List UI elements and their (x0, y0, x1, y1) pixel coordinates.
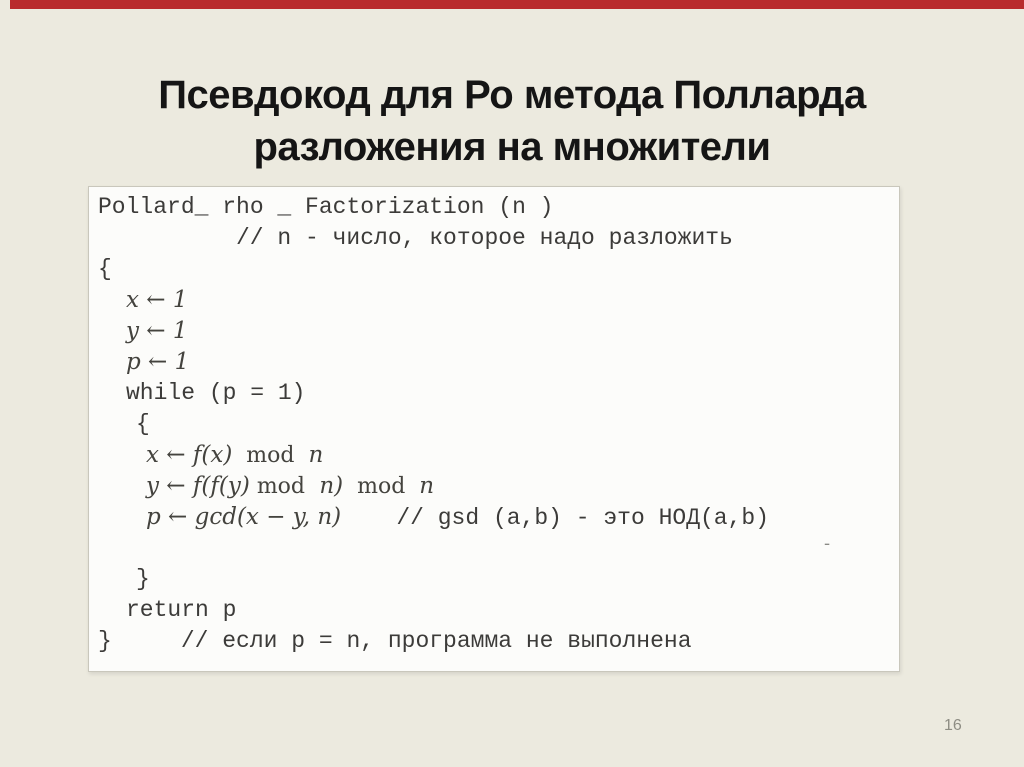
slide-title-line-1: Псевдокод для Ро метода Полларда (158, 72, 866, 117)
code-segment: while (p = 1) (126, 380, 306, 406)
code-segment: { (136, 411, 150, 437)
slide-title (0, 69, 1024, 173)
code-line (97, 347, 891, 378)
code-segment: n) (312, 473, 344, 499)
code-segment: y ← 1 (126, 318, 188, 344)
code-segment: n (419, 473, 435, 499)
code-line (97, 502, 891, 533)
code-line (97, 223, 891, 254)
code-segment: y ← f(f(y) (146, 473, 250, 499)
code-segment: { (98, 256, 112, 282)
code-segment: mod (343, 474, 420, 499)
slide-title-line-2: разложения на множители (253, 124, 771, 169)
page-number: 16 (944, 717, 962, 734)
code-line (97, 316, 891, 347)
code-line (97, 595, 891, 626)
code-segment: n (308, 442, 324, 468)
code-line (97, 285, 891, 316)
code-segment: } (136, 566, 150, 592)
code-segment: mod (249, 474, 313, 499)
code-segment: return p (126, 597, 237, 623)
code-segment: // n - число, которое надо разложить (236, 225, 733, 251)
code-line (97, 533, 891, 564)
pseudocode-panel (88, 186, 900, 672)
code-segment: p ← gcd(x − y, n) (146, 504, 342, 530)
code-segment: x ← f(x) (146, 442, 233, 468)
code-line (97, 471, 891, 502)
code-line (97, 564, 891, 595)
code-line (97, 409, 891, 440)
code-segment: Pollard_ rho _ Factorization (n ) (98, 194, 554, 220)
code-segment: mod (232, 443, 309, 468)
code-line (97, 192, 891, 223)
code-line (97, 626, 891, 657)
code-line (97, 378, 891, 409)
code-segment: x ← 1 (126, 287, 188, 313)
code-line (97, 254, 891, 285)
code-segment: // gsd (a,b) - это НОД(a,b) (341, 505, 770, 531)
pseudocode-lines (97, 192, 891, 657)
code-segment: p ← 1 (126, 349, 190, 375)
scan-artifact-mark: - (824, 533, 831, 554)
code-segment: } // если p = n, программа не выполнена (98, 628, 692, 654)
code-line (97, 440, 891, 471)
accent-bar (10, 0, 1024, 9)
